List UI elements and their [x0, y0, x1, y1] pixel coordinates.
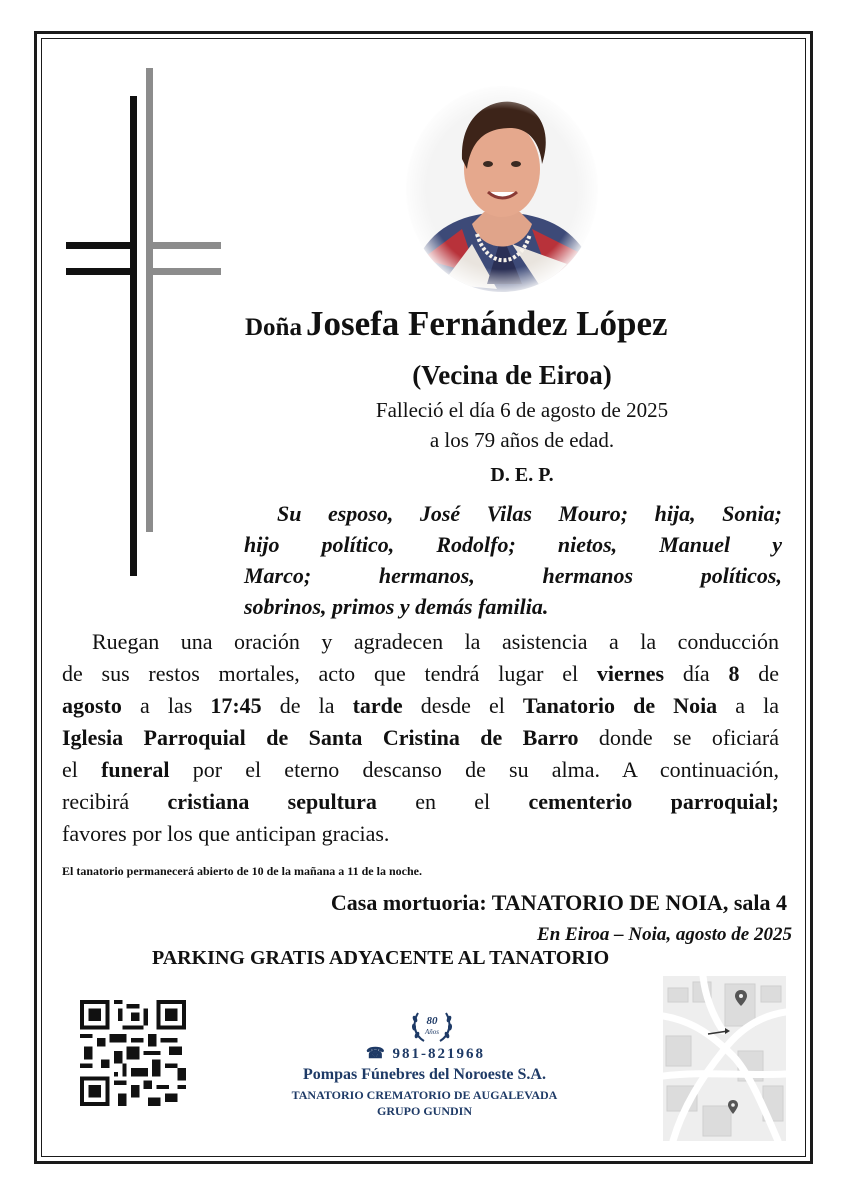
announcement-line: recibirá cristiana sepultura en el cementerio parroquial; — [62, 789, 779, 814]
family-line: hijo político, Rodolfo; nietos, Manuel y — [244, 532, 782, 557]
death-date: Falleció el día 6 de agosto de 2025 — [375, 398, 669, 422]
group-name: GRUPO GUNDIN — [377, 1104, 472, 1118]
deceased-name-row — [245, 304, 668, 344]
company-name: Pompas Fúnebres del Noroeste S.A. — [303, 1066, 546, 1083]
badge-number: 80 — [426, 1015, 438, 1027]
announcement-line: Iglesia Parroquial de Santa Cristina de Barro donde se oficiará — [62, 725, 779, 750]
announcement-line: de sus restos mortales, acto que tendrá lugar el viernes día 8 de — [62, 661, 780, 686]
announcement-line: Ruegan una oración y agradecen la asistencia a la conducción — [92, 629, 779, 654]
badge-word: Años — [425, 1028, 439, 1036]
opening-hours-note: El tanatorio permanecerá abierto de 10 de la mañana a 11 de la noche. — [62, 864, 422, 878]
location-map[interactable] — [663, 976, 786, 1141]
cross-icon — [60, 62, 225, 582]
portrait-photo — [402, 84, 602, 294]
phone-number: 981-821968 — [392, 1046, 485, 1062]
age-line: a los 79 años de edad. — [429, 428, 615, 452]
announcement-line: agosto a las 17:45 de la tarde desde el Tanatorio de Noia a la — [62, 693, 779, 718]
family-line: Marco; hermanos, hermanos políticos, — [244, 563, 782, 588]
place-and-date: En Eiroa – Noia, agosto de 2025 — [537, 924, 792, 945]
telephone-icon: ☎ — [366, 1046, 387, 1062]
announcement-line: favores por los que anticipan gracias. — [62, 821, 390, 846]
family-line: sobrinos, primos y demás familia. — [244, 594, 549, 619]
family-list — [244, 498, 782, 622]
announcement-paragraph — [62, 626, 779, 850]
anniversary-badge — [408, 1005, 456, 1047]
deceased-name: Josefa Fernández López — [305, 304, 668, 343]
parking-notice: PARKING GRATIS ADYACENTE AL TANATORIO — [152, 947, 610, 969]
dep-abbreviation: D. E. P. — [490, 464, 554, 486]
crematorio-name: TANATORIO CREMATORIO DE AUGALEVADA — [291, 1088, 558, 1102]
subtitle-neighbor: (Vecina de Eiroa) — [412, 360, 612, 390]
casa-mortuoria: Casa mortuoria: TANATORIO DE NOIA, sala 4 — [330, 890, 787, 915]
title-prefix: Doña — [245, 314, 302, 341]
announcement-line: el funeral por el eterno descanso de su alma. A continuación, — [62, 757, 779, 782]
family-line: Su esposo, José Vilas Mouro; hija, Sonia; — [277, 501, 782, 526]
